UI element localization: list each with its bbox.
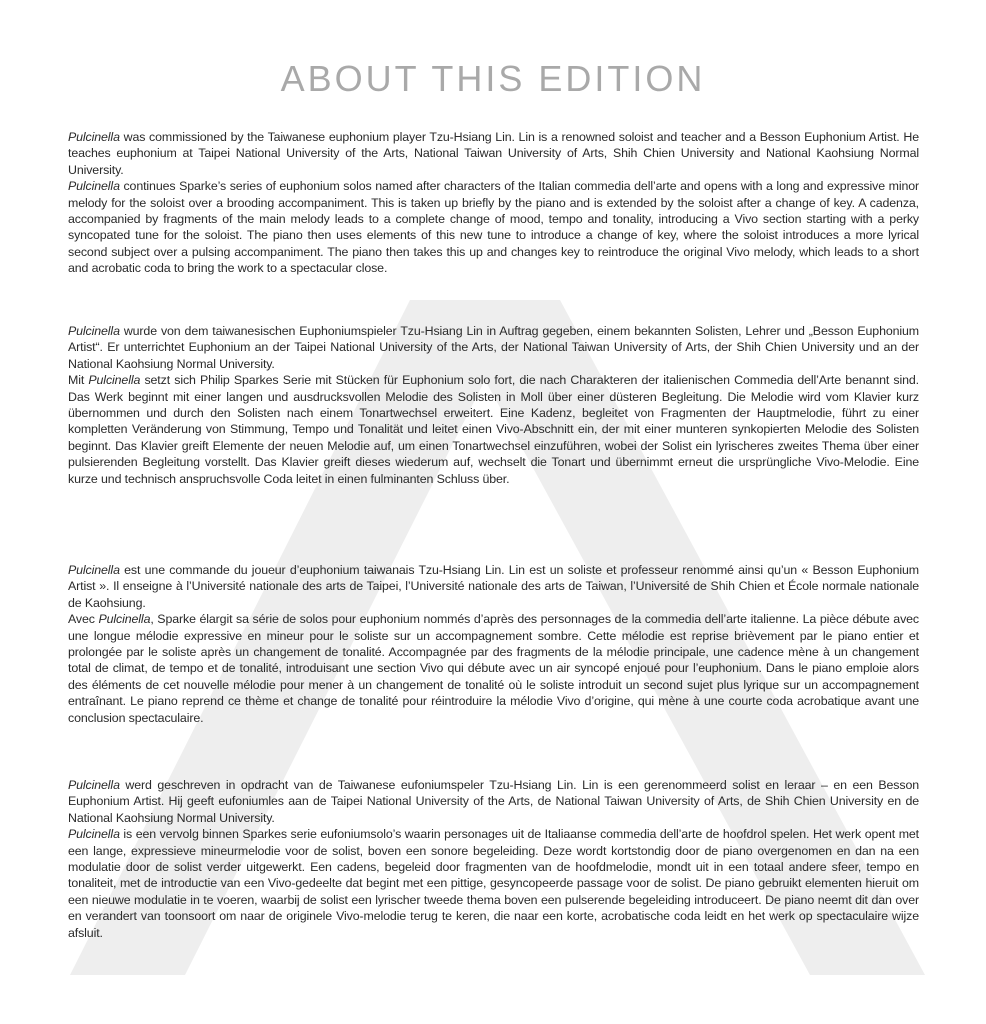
section-german bbox=[68, 323, 919, 487]
work-title: Pulcinella bbox=[68, 130, 120, 144]
text: is een vervolg binnen Sparkes serie eufoniumsolo’s waarin personages uit de Italiaanse commedia dell’arte de hoofdrol spelen. Het werk opent met een lange, expressieve mineurmelodie voor de solist, boven een sonore begeleiding. Deze wordt kortstondig door de piano overgenomen en dan na een modulatie door de solist verder uitgewerkt. Een cadens, begeleid door fragmenten van de hoofdmelodie, mondt uit in een totaal andere sfeer, tempo en tonaliteit, met de introductie van een Vivo-gedeelte dat begint met een pittige, gesyncopeerde passage voor de solist. De piano gebruikt elementen hieruit om een nieuwe modulatie in te voeren, waarbij de solist een lyrischer tweede thema boven een pulserende begeleiding introduceert. De piano neemt dit dan over en verandert van toonsoort om naar de originele Vivo-melodie terug te keren, die naar een korte, acrobatische coda leidt en het werk op spectaculaire wijze afsluit. bbox=[68, 827, 919, 940]
paragraph bbox=[68, 323, 919, 372]
paragraph bbox=[68, 562, 919, 611]
work-title: Pulcinella bbox=[68, 563, 120, 577]
work-title: Pulcinella bbox=[88, 373, 141, 388]
section-english bbox=[68, 129, 919, 277]
work-title: Pulcinella bbox=[68, 778, 120, 792]
paragraph bbox=[68, 178, 919, 276]
paragraph bbox=[68, 372, 919, 487]
text: Mit bbox=[68, 373, 89, 388]
text: Avec bbox=[68, 612, 99, 627]
text: werd geschreven in opdracht van de Taiwanese eufoniumspeler Tzu-Hsiang Lin. Lin is een gerenommeerd solist en leraar – en een Besson Euphonium Artist. Hij geeft eufoniumles aan de Taipei National University of the Arts, de National Taiwan University of Arts, de Shih Chien University en de National Kaohsiung Normal University. bbox=[68, 778, 919, 825]
text: was commissioned by the Taiwanese euphonium player Tzu-Hsiang Lin. Lin is a renowned soloist and teacher and a Besson Euphonium Artist. He teaches euphonium at Taipei National University of the Arts, National Taiwan University of Arts, Shih Chien University and National Kaohsiung Normal University. bbox=[68, 130, 919, 177]
paragraph bbox=[68, 611, 919, 726]
page-title: ABOUT THIS EDITION bbox=[280, 58, 706, 99]
paragraph bbox=[68, 826, 919, 941]
work-title: Pulcinella bbox=[68, 827, 120, 842]
work-title: Pulcinella bbox=[68, 324, 120, 338]
section-french bbox=[68, 562, 919, 726]
section-dutch bbox=[68, 777, 919, 941]
text: continues Sparke’s series of euphonium solos named after characters of the Italian commedia dell’arte and opens with a long and expressive minor melody for the soloist over a brooding accompaniment. This is taken up briefly by the piano and is extended by the soloist after a change of key. A cadenza, accompanied by fragments of the main melody leads to a complete change of mood, tempo and tonality, introducing a Vivo section starting with a perky syncopated tune for the soloist. The piano then uses elements of this new tune to introduce a change of key, where the soloist introduces a more lyrical second subject over a pulsing accompaniment. The piano then takes this up and changes key to reintroduce the original Vivo melody, which leads to a short and acrobatic coda to bring the work to a spectacular close. bbox=[68, 179, 919, 276]
text: est une commande du joueur d’euphonium taiwanais Tzu-Hsiang Lin. Lin est un soliste et professeur renommé ainsi qu’un « Besson Euphonium Artist ». Il enseigne à l’Université nationale des arts de Taipei, l’Université nationale des arts de Taiwan, l’Université de Shih Chien et École normale nationale de Kaohsiung. bbox=[68, 563, 919, 610]
text: , Sparke élargit sa série de solos pour euphonium nommés d’après des personnages de la commedia dell’arte italienne. La pièce débute avec une longue mélodie expressive en mineur pour le soliste sur un accompagnement sombre. Cette mélodie est reprise brièvement par le piano entier et prolongée par le soliste après un changement de tonalité. Accompagnée par des fragments de la mélodie principale, une cadence mène à un changement total de climat, de tempo et de tonalité, introduisant une section Vivo qui débute avec un air syncopé enjoué pour l’euphonium. Dans le piano emploie alors des éléments de cet nouvelle mélodie pour mener à un changement de tonalité où le soliste introduit un second sujet plus lyrique sur un accompagnement entraînant. Le piano reprend ce thème et change de tonalité pour réintroduire la mélodie Vivo d’origine, qui mène à une courte coda acrobatique avant une conclusion spectaculaire. bbox=[68, 612, 919, 725]
paragraph bbox=[68, 129, 919, 178]
text: wurde von dem taiwanesischen Euphoniumspieler Tzu-Hsiang Lin in Auftrag gegeben, einem bekannten Solisten, Lehrer und „Besson Euphonium Artist“. Er unterrichtet Euphonium an der Taipei National University of the Arts, der National Taiwan University of Arts, der Shih Chien University und an der National Kaohsiung Normal University. bbox=[68, 324, 919, 371]
paragraph bbox=[68, 777, 919, 826]
work-title: Pulcinella bbox=[68, 179, 120, 194]
work-title: Pulcinella bbox=[98, 612, 151, 627]
text: setzt sich Philip Sparkes Serie mit Stücken für Euphonium solo fort, die nach Charakteren der italienischen Commedia dell’Arte benannt sind. Das Werk beginnt mit einer langen und ausdrucksvollen Melodie des Solisten in Moll über einer düsteren Begleitung. Die Melodie wird vom Klavier kurz übernommen und durch den Solisten nach einem Tonartwechsel erweitert. Eine Kadenz, begleitet von Fragmenten der Hauptmelodie, führt zu einer kompletten Veränderung von Stimmung, Tempo und Tonalität und leitet einen Vivo-Abschnitt ein, der mit einer munteren synkopierten Melodie des Solisten beginnt. Das Klavier greift Elemente der neuen Melodie auf, um einen Tonartwechsel einzuführen, wobei der Solist ein lyrischeres zweites Thema über einer pulsierenden Begleitung vorstellt. Das Klavier greift dieses wiederum auf, wechselt die Tonart und übernimmt erneut die ursprüngliche Vivo-Melodie. Eine kurze und technisch anspruchsvolle Coda leitet in einen fulminanten Schluss über. bbox=[68, 373, 919, 486]
